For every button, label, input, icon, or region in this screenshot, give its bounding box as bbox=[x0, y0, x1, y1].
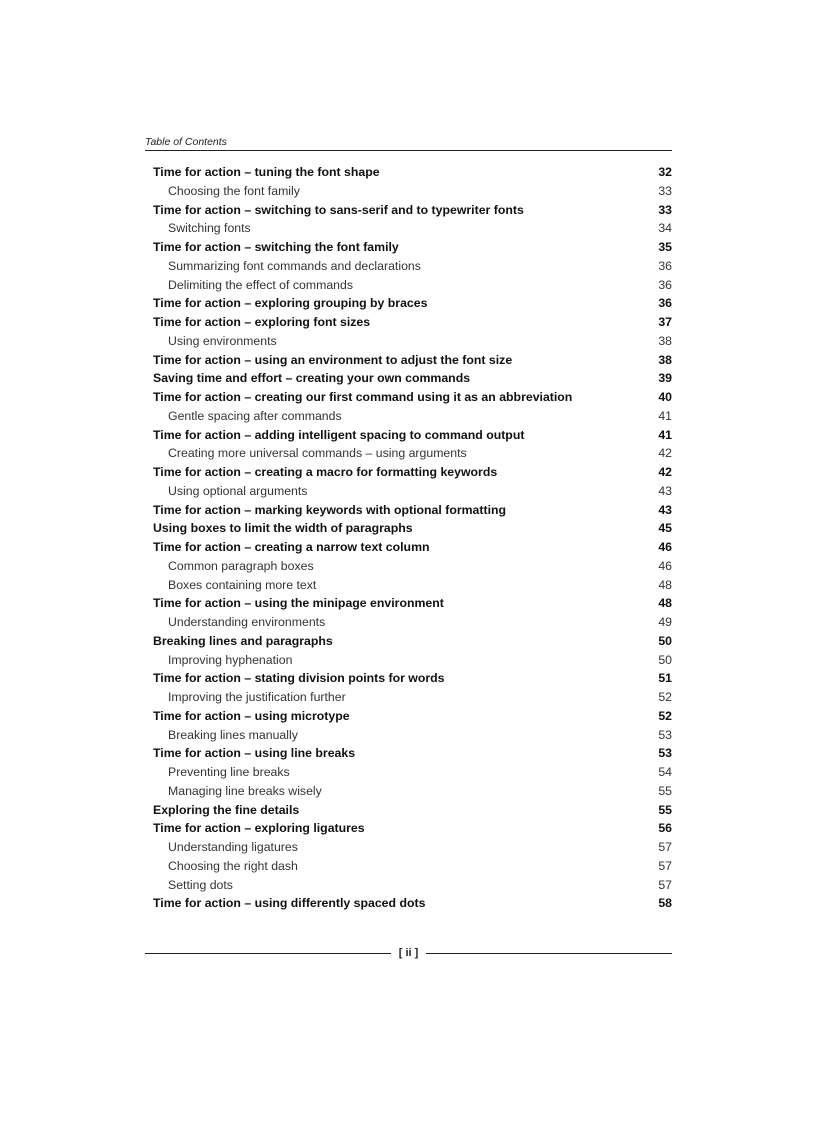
toc-entry-section[interactable] bbox=[153, 632, 672, 651]
toc-entry-page-number: 43 bbox=[658, 502, 672, 517]
toc-entry-title: Improving hyphenation bbox=[168, 652, 293, 667]
toc-entry-section[interactable] bbox=[153, 313, 672, 332]
toc-entry-title: Understanding environments bbox=[168, 615, 326, 629]
toc-entry-title: Managing line breaks wisely bbox=[168, 783, 322, 798]
toc-entry-title: Delimiting the effect of commands bbox=[168, 277, 353, 292]
toc-entry-page-number: 36 bbox=[658, 277, 672, 292]
toc-entry-title: Using optional arguments bbox=[168, 483, 308, 498]
toc-entry-subsection[interactable] bbox=[153, 876, 672, 895]
toc-entry-title: Breaking lines manually bbox=[168, 727, 298, 742]
toc-entry-title: Saving time and effort – creating your own commands bbox=[153, 371, 471, 386]
toc-entry-page-number: 58 bbox=[658, 896, 672, 911]
toc-entry-title: Time for action – using microtype bbox=[153, 708, 350, 723]
toc-entry-page-number: 53 bbox=[658, 746, 672, 761]
toc-entry-page-number: 38 bbox=[658, 333, 672, 348]
toc-entry-section[interactable] bbox=[153, 463, 672, 482]
toc-entry-section[interactable] bbox=[153, 669, 672, 688]
toc-entry-subsection[interactable] bbox=[153, 332, 672, 351]
toc-entry-title: Time for action – tuning the font shape bbox=[153, 165, 380, 179]
toc-entry-section[interactable] bbox=[153, 201, 672, 220]
toc-entry-title: Summarizing font commands and declarations bbox=[168, 258, 421, 273]
toc-entry-subsection[interactable] bbox=[153, 651, 672, 670]
toc-entry-section[interactable] bbox=[153, 388, 672, 407]
toc-entry-section[interactable] bbox=[153, 369, 672, 388]
toc-entry-title: Time for action – exploring ligatures bbox=[153, 821, 365, 836]
toc-entry-title: Preventing line breaks bbox=[168, 765, 290, 779]
toc-entry-subsection[interactable] bbox=[153, 482, 672, 501]
toc-entry-subsection[interactable] bbox=[153, 276, 672, 295]
toc-entry-page-number: 34 bbox=[658, 221, 672, 236]
toc-entry-title: Time for action – stating division points for words bbox=[153, 671, 445, 686]
toc-entry-subsection[interactable] bbox=[153, 782, 672, 801]
toc-entry-title: Time for action – exploring font sizes bbox=[153, 315, 371, 329]
toc-entry-subsection[interactable] bbox=[153, 726, 672, 745]
toc-entry-page-number: 37 bbox=[658, 315, 672, 329]
toc-entry-section[interactable] bbox=[153, 594, 672, 613]
toc-entry-page-number: 42 bbox=[658, 465, 672, 479]
toc-entry-page-number: 33 bbox=[658, 183, 672, 198]
toc-entry-title: Using boxes to limit the width of paragraphs bbox=[153, 521, 413, 536]
toc-entry-title: Time for action – using an environment to adjust the font size bbox=[153, 352, 513, 367]
toc-entry-page-number: 42 bbox=[658, 446, 672, 461]
toc-entry-section[interactable] bbox=[153, 894, 672, 913]
toc-entry-title: Gentle spacing after commands bbox=[168, 408, 342, 423]
toc-entry-page-number: 43 bbox=[658, 483, 672, 498]
toc-entry-subsection[interactable] bbox=[153, 219, 672, 238]
toc-entry-page-number: 40 bbox=[658, 390, 672, 404]
toc-entry-title: Choosing the font family bbox=[168, 183, 300, 198]
toc-entry-section[interactable] bbox=[153, 426, 672, 445]
toc-entry-subsection[interactable] bbox=[153, 182, 672, 201]
toc-entry-page-number: 51 bbox=[658, 671, 672, 686]
toc-entry-page-number: 57 bbox=[658, 858, 672, 873]
running-header-title: Table of Contents bbox=[145, 136, 227, 148]
toc-entry-page-number: 41 bbox=[658, 427, 672, 442]
toc-entry-title: Time for action – creating our first command using it as an abbreviation bbox=[153, 390, 573, 404]
toc-entry-subsection[interactable] bbox=[153, 557, 672, 576]
toc-entry-title: Time for action – switching the font family bbox=[153, 240, 399, 254]
toc-entry-page-number: 48 bbox=[658, 577, 672, 592]
toc-entry-section[interactable] bbox=[153, 501, 672, 520]
toc-entry-title: Switching fonts bbox=[168, 221, 251, 236]
toc-entry-section[interactable] bbox=[153, 351, 672, 370]
toc-entry-title: Breaking lines and paragraphs bbox=[153, 633, 333, 648]
toc-entry-subsection[interactable] bbox=[153, 857, 672, 876]
toc-entry-title: Setting dots bbox=[168, 877, 233, 892]
toc-entry-subsection[interactable] bbox=[153, 688, 672, 707]
toc-entry-page-number: 46 bbox=[658, 558, 672, 573]
running-header bbox=[145, 136, 672, 151]
toc-entry-page-number: 45 bbox=[658, 521, 672, 536]
footer-rule-right bbox=[426, 953, 672, 954]
toc-entry-page-number: 57 bbox=[658, 877, 672, 892]
table-of-contents bbox=[153, 163, 672, 913]
toc-entry-section[interactable] bbox=[153, 238, 672, 257]
toc-entry-title: Exploring the fine details bbox=[153, 802, 300, 817]
toc-entry-page-number: 46 bbox=[658, 540, 672, 554]
toc-entry-section[interactable] bbox=[153, 707, 672, 726]
toc-entry-page-number: 54 bbox=[658, 765, 672, 779]
toc-entry-section[interactable] bbox=[153, 538, 672, 557]
toc-entry-subsection[interactable] bbox=[153, 257, 672, 276]
toc-entry-title: Time for action – switching to sans-serif and to typewriter fonts bbox=[153, 202, 524, 217]
toc-entry-title: Time for action – adding intelligent spacing to command output bbox=[153, 427, 525, 442]
toc-entry-title: Time for action – exploring grouping by braces bbox=[153, 296, 428, 311]
toc-entry-page-number: 33 bbox=[658, 202, 672, 217]
toc-entry-page-number: 56 bbox=[658, 821, 672, 836]
toc-entry-subsection[interactable] bbox=[153, 763, 672, 782]
toc-entry-section[interactable] bbox=[153, 294, 672, 313]
toc-entry-title: Time for action – using the minipage environment bbox=[153, 596, 444, 611]
toc-entry-page-number: 53 bbox=[658, 727, 672, 742]
toc-entry-title: Time for action – creating a narrow text column bbox=[153, 540, 430, 554]
toc-entry-page-number: 38 bbox=[658, 352, 672, 367]
toc-entry-subsection[interactable] bbox=[153, 576, 672, 595]
toc-entry-title: Boxes containing more text bbox=[168, 577, 317, 592]
toc-entry-page-number: 50 bbox=[658, 652, 672, 667]
toc-entry-title: Common paragraph boxes bbox=[168, 558, 314, 573]
toc-entry-page-number: 35 bbox=[658, 240, 672, 254]
toc-entry-page-number: 50 bbox=[658, 633, 672, 648]
toc-entry-page-number: 52 bbox=[658, 708, 672, 723]
toc-entry-subsection[interactable] bbox=[153, 444, 672, 463]
toc-entry-page-number: 41 bbox=[658, 408, 672, 423]
toc-entry-page-number: 57 bbox=[658, 840, 672, 854]
toc-entry-title: Time for action – marking keywords with optional formatting bbox=[153, 502, 507, 517]
toc-entry-title: Time for action – creating a macro for formatting keywords bbox=[153, 465, 498, 479]
toc-entry-subsection[interactable] bbox=[153, 407, 672, 426]
toc-entry-page-number: 39 bbox=[658, 371, 672, 386]
toc-entry-page-number: 36 bbox=[658, 258, 672, 273]
toc-entry-title: Understanding ligatures bbox=[168, 840, 298, 854]
toc-entry-subsection[interactable] bbox=[153, 613, 672, 632]
toc-entry-section[interactable] bbox=[153, 819, 672, 838]
toc-entry-section[interactable] bbox=[153, 801, 672, 820]
toc-entry-title: Time for action – using line breaks bbox=[153, 746, 356, 761]
toc-entry-page-number: 48 bbox=[658, 596, 672, 611]
toc-entry-page-number: 32 bbox=[658, 165, 672, 179]
toc-entry-subsection[interactable] bbox=[153, 838, 672, 857]
toc-entry-title: Choosing the right dash bbox=[168, 858, 298, 873]
page-footer bbox=[145, 944, 672, 964]
toc-entry-page-number: 55 bbox=[658, 783, 672, 798]
footer-rule-left bbox=[145, 953, 391, 954]
toc-entry-page-number: 36 bbox=[658, 296, 672, 311]
toc-entry-title: Using environments bbox=[168, 333, 277, 348]
toc-entry-section[interactable] bbox=[153, 519, 672, 538]
page-number: [ ii ] bbox=[398, 947, 419, 959]
toc-entry-page-number: 55 bbox=[658, 802, 672, 817]
toc-entry-section[interactable] bbox=[153, 744, 672, 763]
toc-entry-page-number: 49 bbox=[658, 615, 672, 629]
toc-entry-page-number: 52 bbox=[658, 690, 672, 704]
toc-entry-title: Time for action – using differently spaced dots bbox=[153, 896, 426, 911]
toc-entry-title: Creating more universal commands – using arguments bbox=[168, 446, 467, 461]
toc-entry-title: Improving the justification further bbox=[168, 690, 346, 704]
toc-entry-section[interactable] bbox=[153, 163, 672, 182]
